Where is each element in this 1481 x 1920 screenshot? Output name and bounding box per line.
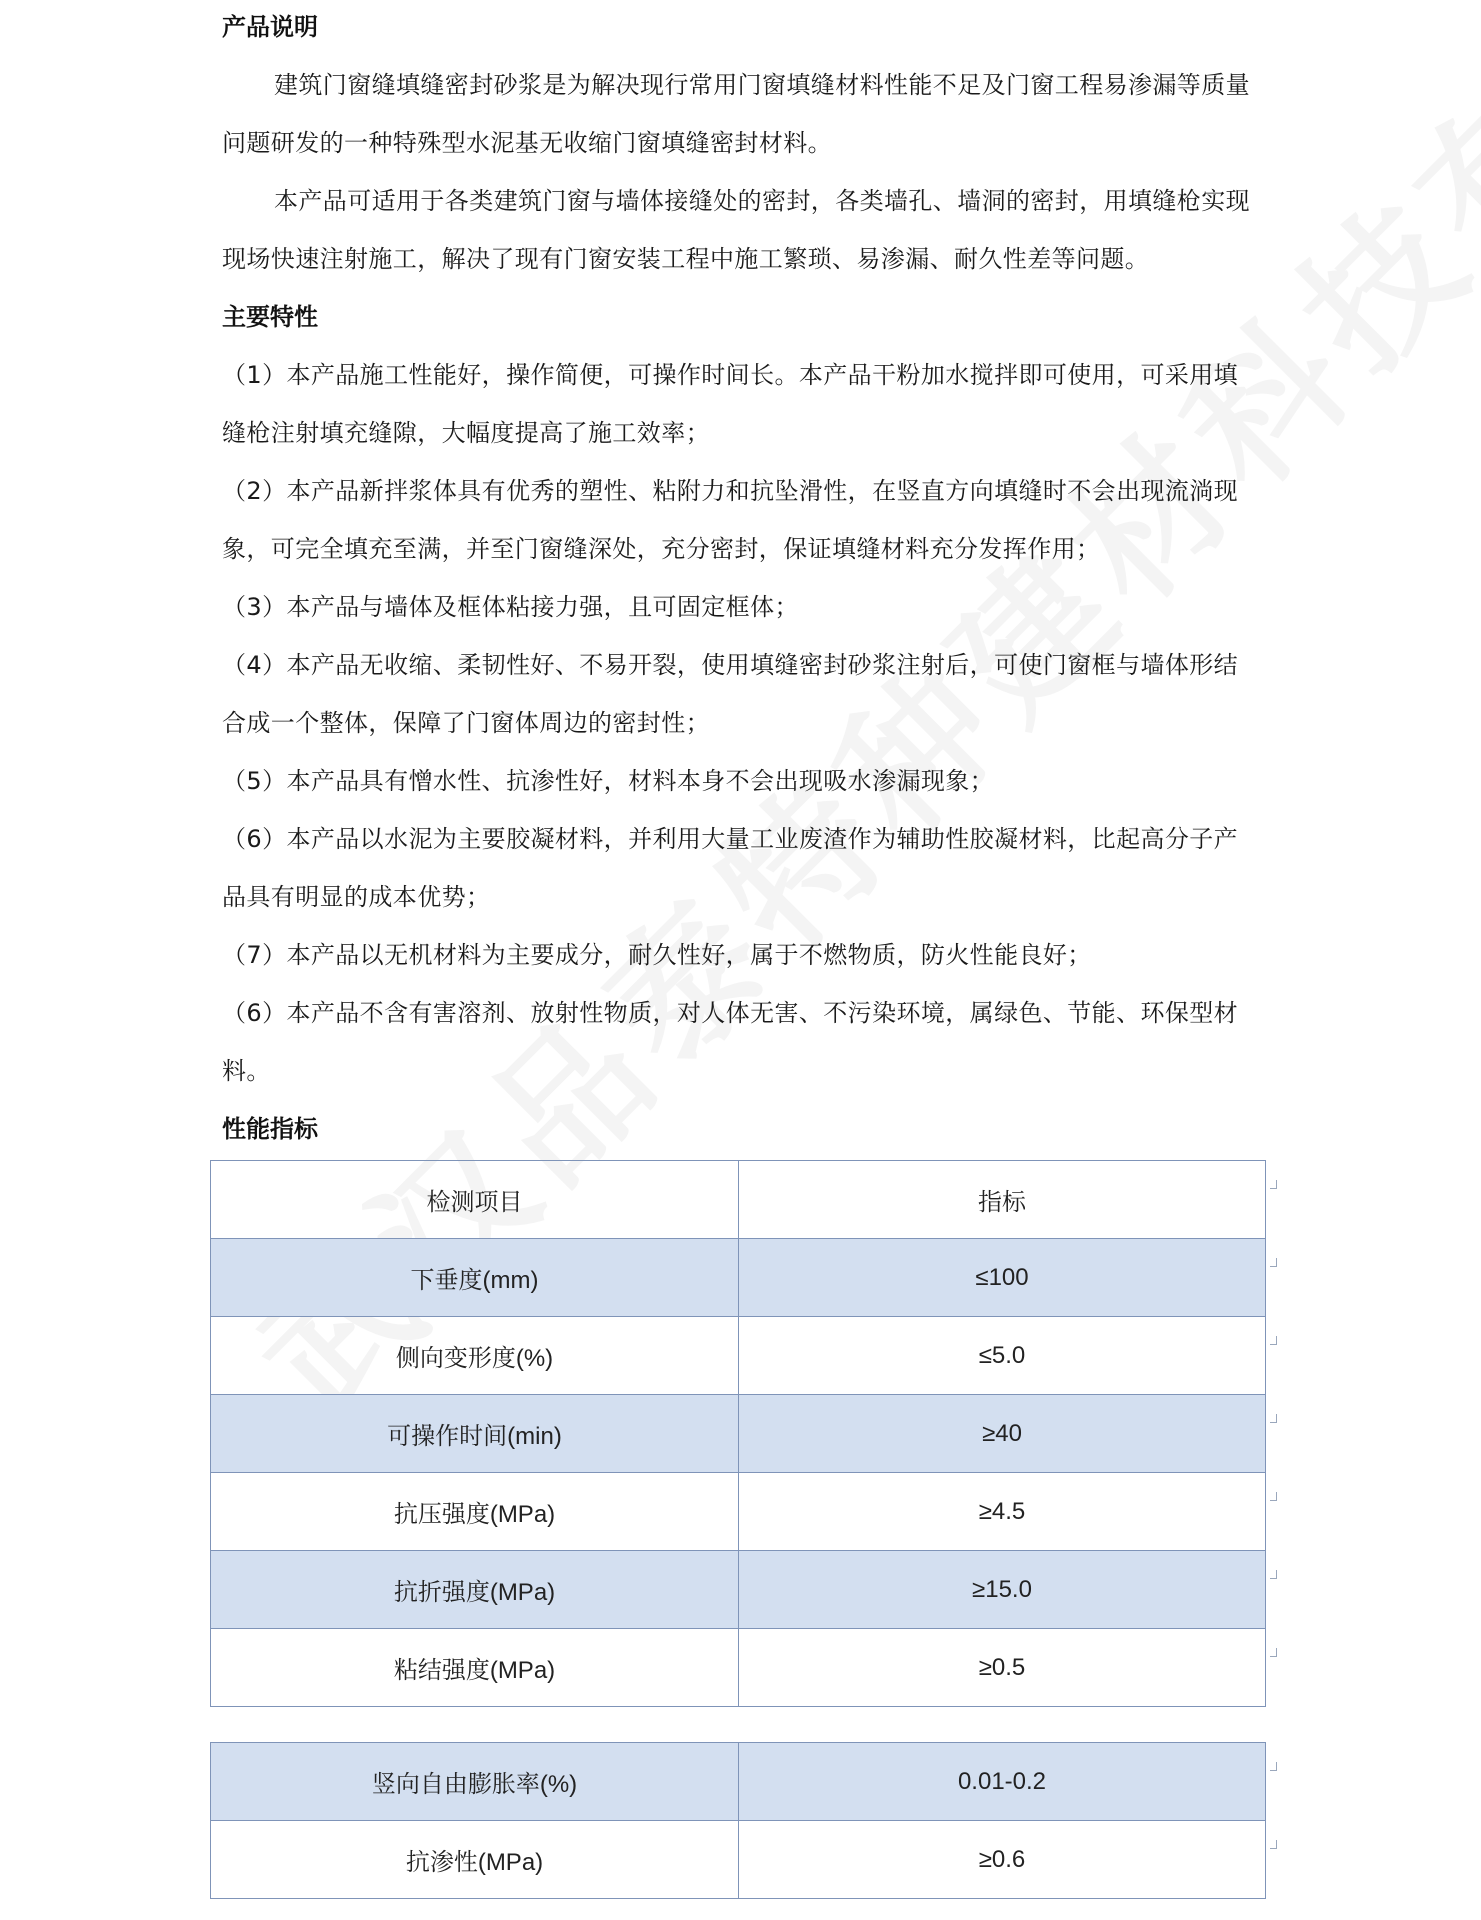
spec-item-cell: 可操作时间(min) <box>211 1395 739 1473</box>
spec-value-cell: ≤5.0 <box>739 1317 1266 1395</box>
row-end-mark-icon <box>1270 1258 1277 1267</box>
row-end-mark-icon <box>1270 1180 1277 1189</box>
feature-number: （4） <box>222 651 287 679</box>
feature-item <box>222 752 1262 810</box>
table-row <box>211 1473 1266 1551</box>
row-end-mark-icon <box>1270 1648 1277 1657</box>
row-end-mark-icon <box>1270 1570 1277 1579</box>
spec-table-continued <box>210 1742 1266 1899</box>
feature-text: 本产品施工性能好，操作简便，可操作时间长。本产品干粉加水搅拌即可使用，可采用填缝枪注射填充缝隙，大幅度提高了施工效率； <box>222 361 1239 447</box>
feature-text: 本产品与墙体及框体粘接力强，且可固定框体； <box>286 593 799 621</box>
spec-item-cell: 粘结强度(MPa) <box>211 1629 739 1707</box>
spec-value-cell: ≥15.0 <box>739 1551 1266 1629</box>
spec-item-cell: 抗渗性(MPa) <box>211 1821 739 1899</box>
feature-item <box>222 346 1262 462</box>
feature-item <box>222 926 1262 984</box>
feature-text: 本产品不含有害溶剂、放射性物质，对人体无害、不污染环境，属绿色、节能、环保型材料。 <box>222 999 1239 1085</box>
feature-text: 本产品新拌浆体具有优秀的塑性、粘附力和抗坠滑性，在竖直方向填缝时不会出现流淌现象，可完全填充至满，并至门窗缝深处，充分密封，保证填缝材料充分发挥作用； <box>222 477 1239 563</box>
row-end-mark-icon <box>1270 1840 1277 1849</box>
spec-value-cell: ≥40 <box>739 1395 1266 1473</box>
feature-item <box>222 578 1262 636</box>
feature-item <box>222 462 1262 578</box>
document-page <box>222 0 1262 1158</box>
heading-main-features: 主要特性 <box>222 303 318 331</box>
intro-paragraph: 建筑门窗缝填缝密封砂浆是为解决现行常用门窗填缝材料性能不足及门窗工程易渗漏等质量问题研发的一种特殊型水泥基无收缩门窗填缝密封材料。 <box>222 71 1250 157</box>
header-cell-item: 检测项目 <box>211 1161 739 1239</box>
spec-value-cell: ≥0.6 <box>739 1821 1266 1899</box>
spec-table-main <box>210 1160 1266 1707</box>
spec-item-cell: 抗折强度(MPa) <box>211 1551 739 1629</box>
spec-item-cell: 下垂度(mm) <box>211 1239 739 1317</box>
row-end-mark-icon <box>1270 1336 1277 1345</box>
spec-value-cell: ≥0.5 <box>739 1629 1266 1707</box>
row-end-mark-icon <box>1270 1492 1277 1501</box>
feature-number: （6） <box>222 999 287 1027</box>
intro-paragraph: 本产品可适用于各类建筑门窗与墙体接缝处的密封，各类墙孔、墙洞的密封，用填缝枪实现现场快速注射施工，解决了现有门窗安装工程中施工繁琐、易渗漏、耐久性差等问题。 <box>222 187 1250 273</box>
header-cell-value: 指标 <box>739 1161 1266 1239</box>
spec-item-cell: 竖向自由膨胀率(%) <box>211 1743 739 1821</box>
feature-item <box>222 984 1262 1100</box>
table-row <box>211 1317 1266 1395</box>
spec-value-cell: 0.01-0.2 <box>739 1743 1266 1821</box>
table-row <box>211 1629 1266 1707</box>
feature-text: 本产品以无机材料为主要成分，耐久性好，属于不燃物质，防火性能良好； <box>286 941 1092 969</box>
heading-product-description: 产品说明 <box>222 13 318 41</box>
feature-text: 本产品具有憎水性、抗渗性好，材料本身不会出现吸水渗漏现象； <box>286 767 995 795</box>
spec-value-cell: ≤100 <box>739 1239 1266 1317</box>
feature-number: （1） <box>222 361 287 389</box>
feature-list <box>222 346 1262 1100</box>
feature-text: 本产品以水泥为主要胶凝材料，并利用大量工业废渣作为辅助性胶凝材料，比起高分子产品具有明显的成本优势； <box>222 825 1239 911</box>
spec-item-cell: 侧向变形度(%) <box>211 1317 739 1395</box>
table-header-row <box>211 1161 1266 1239</box>
feature-number: （2） <box>222 477 287 505</box>
spec-item-cell: 抗压强度(MPa) <box>211 1473 739 1551</box>
feature-item <box>222 636 1262 752</box>
spec-value-cell: ≥4.5 <box>739 1473 1266 1551</box>
feature-text: 本产品无收缩、柔韧性好、不易开裂，使用填缝密封砂浆注射后，可使门窗框与墙体形结合成一个整体，保障了门窗体周边的密封性； <box>222 651 1239 737</box>
table-row <box>211 1239 1266 1317</box>
feature-number: （7） <box>222 941 287 969</box>
table-row <box>211 1821 1266 1899</box>
row-end-mark-icon <box>1270 1762 1277 1771</box>
table-row <box>211 1551 1266 1629</box>
table-row <box>211 1743 1266 1821</box>
feature-number: （5） <box>222 767 287 795</box>
feature-item <box>222 810 1262 926</box>
feature-number: （3） <box>222 593 287 621</box>
table-row <box>211 1395 1266 1473</box>
heading-performance-indicators: 性能指标 <box>222 1115 318 1143</box>
feature-number: （6） <box>222 825 287 853</box>
row-end-mark-icon <box>1270 1414 1277 1423</box>
